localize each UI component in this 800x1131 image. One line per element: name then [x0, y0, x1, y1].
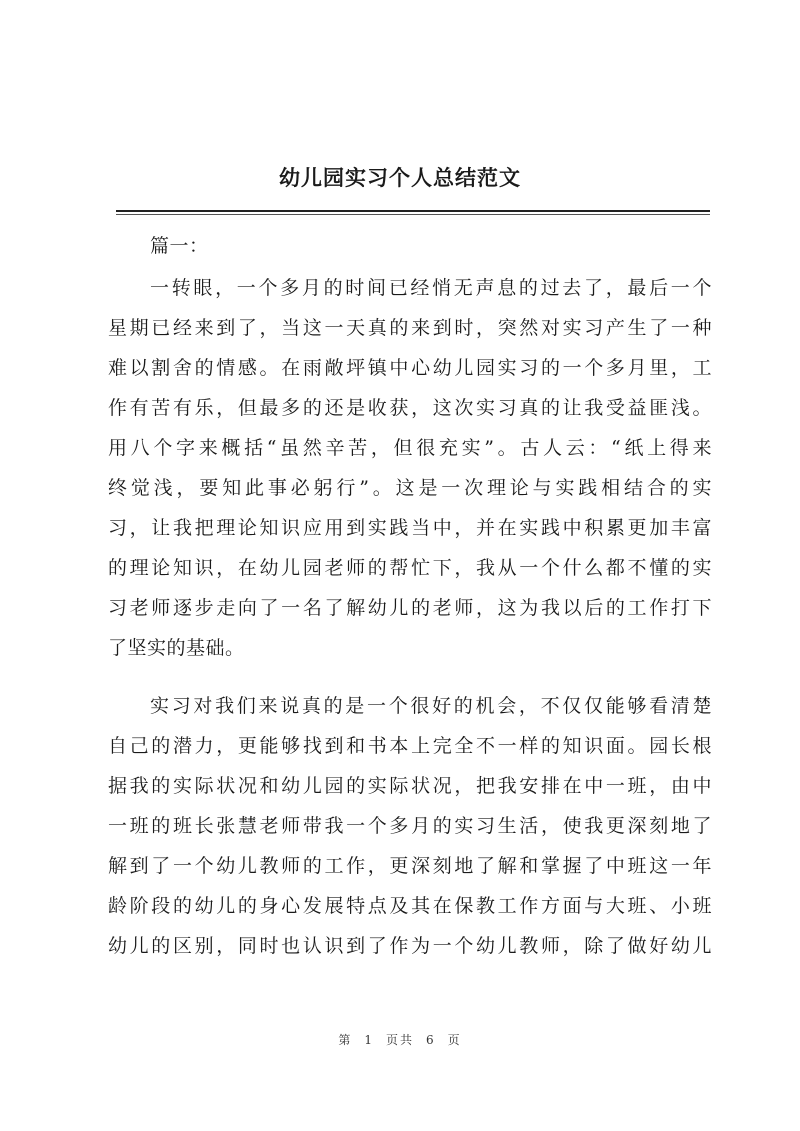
- title-underline-thick: [116, 210, 710, 212]
- paragraph-line: 的理论知识，在幼儿园老师的帮忙下，我从一个什么都不懂的实: [108, 557, 712, 579]
- footer-page-number: 1: [364, 1033, 374, 1047]
- paragraph-line: 实习对我们来说真的是一个很好的机会，不仅仅能够看清楚: [150, 695, 712, 717]
- footer-total-pages: 6: [426, 1033, 436, 1047]
- paragraph-line: 难以割舍的情感。在雨敞坪镇中心幼儿园实习的一个多月里，工: [108, 357, 712, 379]
- footer-suffix: 页: [447, 1033, 462, 1047]
- paragraph-line: 幼儿的区别，同时也认识到了作为一个幼儿教师，除了做好幼儿: [108, 935, 712, 957]
- paragraph-line: 习，让我把理论知识应用到实践当中，并在实践中积累更加丰富: [108, 517, 712, 539]
- paragraph-line: 终觉浅，要知此事必躬行”。这是一次理论与实践相结合的实: [108, 477, 712, 499]
- paragraph-line: 用八个字来概括“虽然辛苦，但很充实”。古人云：“纸上得来: [108, 437, 712, 459]
- paragraph-line: 龄阶段的幼儿的身心发展特点及其在保教工作方面与大班、小班: [108, 895, 712, 917]
- paragraph-line: 一班的班长张慧老师带我一个多月的实习生活，使我更深刻地了: [108, 815, 712, 837]
- paragraph-line: 自己的潜力，更能够找到和书本上完全不一样的知识面。园长根: [108, 735, 712, 757]
- footer-prefix: 第: [338, 1033, 353, 1047]
- paragraph-line: 解到了一个幼儿教师的工作，更深刻地了解和掌握了中班这一年: [108, 855, 712, 877]
- section-heading: 篇一：: [150, 235, 209, 257]
- page-footer: [0, 1030, 800, 1050]
- paragraph-line: 一转眼，一个多月的时间已经悄无声息的过去了，最后一个: [150, 277, 712, 299]
- paragraph-line: 星期已经来到了，当这一天真的来到时，突然对实习产生了一种: [108, 317, 712, 339]
- title-underline-thin: [116, 214, 710, 215]
- paragraph-line: 作有苦有乐，但最多的还是收获，这次实习真的让我受益匪浅。: [108, 397, 712, 419]
- paragraph-line: 习老师逐步走向了一名了解幼儿的老师，这为我以后的工作打下: [108, 597, 712, 619]
- paragraph-line: 据我的实际状况和幼儿园的实际状况，把我安排在中一班，由中: [108, 775, 712, 797]
- paragraph-line: 了坚实的基础。: [108, 637, 245, 659]
- footer-middle: 页共: [385, 1033, 414, 1047]
- document-title: 幼儿园实习个人总结范文: [279, 165, 521, 190]
